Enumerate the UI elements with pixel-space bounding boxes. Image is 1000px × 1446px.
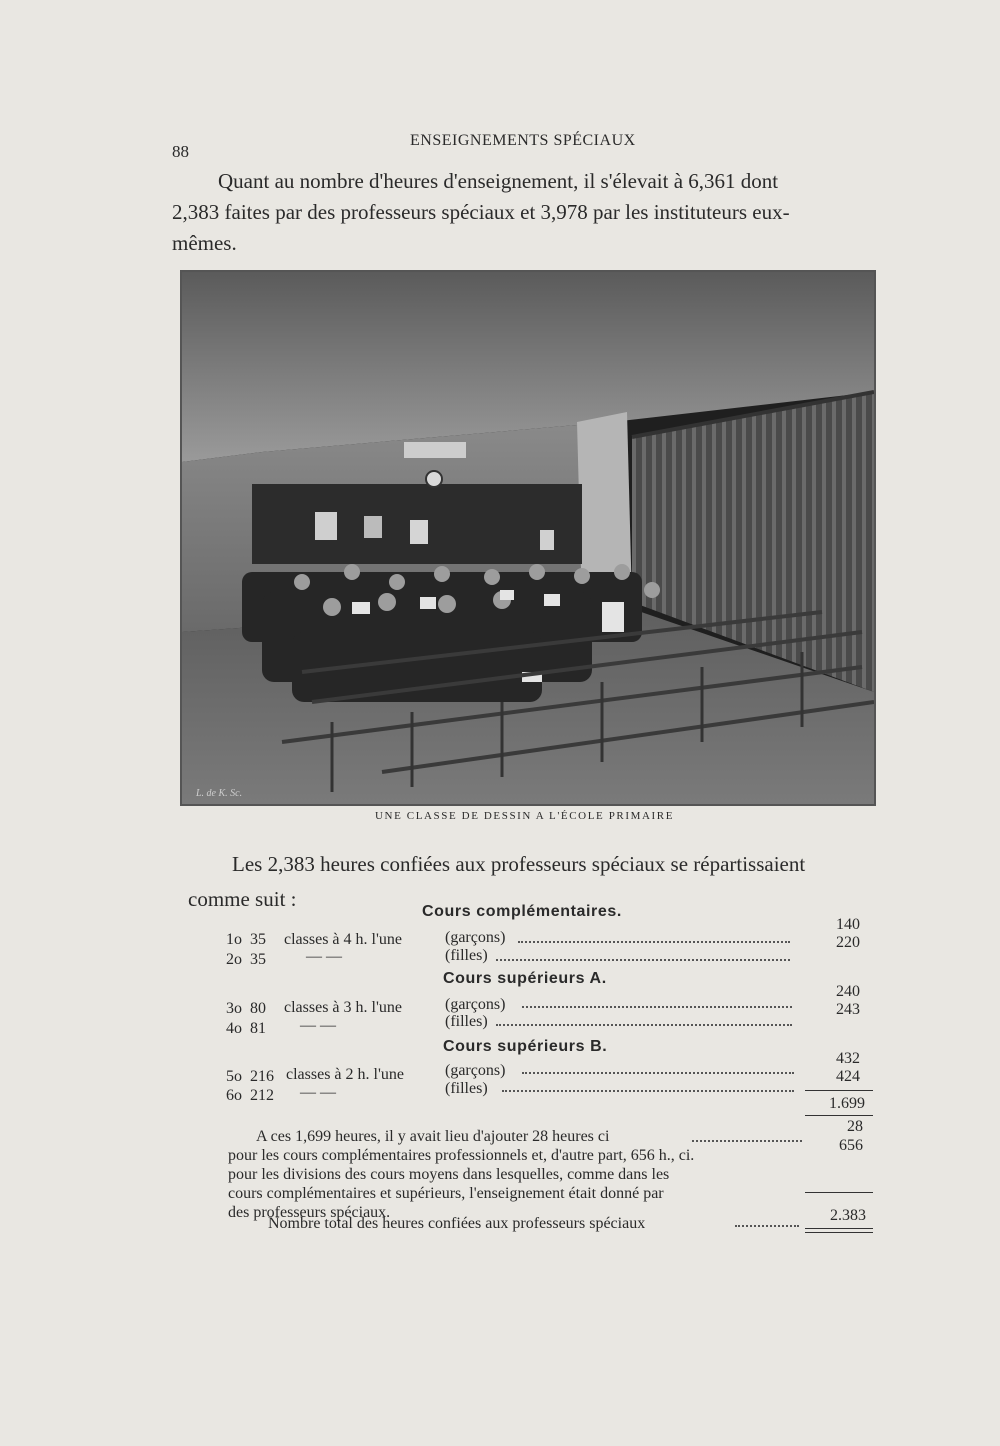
row-desc: — —: [300, 1017, 336, 1034]
section-title-1: Cours complémentaires.: [422, 903, 622, 920]
row-desc: classes à 3 h. l'une: [284, 999, 402, 1016]
row-ord: 1o: [226, 931, 242, 948]
addendum-line-1: A ces 1,699 heures, il y avait lieu d'ajouter 28 heures ci: [256, 1128, 610, 1145]
row-who: (garçons): [445, 996, 506, 1013]
addendum-value-1: 28: [847, 1118, 863, 1135]
dot-leader: [692, 1140, 802, 1142]
row-ord: 2o: [226, 951, 242, 968]
row-value: 424: [836, 1068, 860, 1085]
row-who: (garçons): [445, 1062, 506, 1079]
intro-line-1: Quant au nombre d'heures d'enseignement, il s'élevait à 6,361 dont: [218, 169, 779, 193]
total-rule: [805, 1192, 873, 1193]
dot-leader: [518, 941, 790, 943]
row-who: (garçons): [445, 929, 506, 946]
dot-leader: [496, 1024, 792, 1026]
total-underline-2: [805, 1232, 873, 1233]
classroom-photograph: [180, 270, 876, 806]
row-desc: classes à 4 h. l'une: [284, 931, 402, 948]
row-count: 80: [250, 1000, 266, 1017]
total-underline-1: [805, 1228, 873, 1229]
para2-line-2: comme suit :: [188, 887, 297, 911]
intro-line-2: 2,383 faites par des professeurs spéciaux et 3,978 par les instituteurs eux-: [172, 200, 790, 224]
addendum-line-3: pour les divisions des cours moyens dans lesquelles, comme dans les: [228, 1166, 670, 1183]
total-label: Nombre total des heures confiées aux professeurs spéciaux: [268, 1215, 646, 1232]
subtotal-value: 1.699: [829, 1095, 865, 1112]
figure-caption: UNE CLASSE DE DESSIN A L'ÉCOLE PRIMAIRE: [375, 810, 675, 822]
addendum-line-2: pour les cours complémentaires professionnels et, d'autre part, 656 h., ci.: [228, 1147, 695, 1164]
section-title-3: Cours supérieurs B.: [443, 1038, 608, 1055]
page-number: 88: [172, 142, 189, 161]
row-desc: — —: [306, 948, 342, 965]
row-value: 243: [836, 1001, 860, 1018]
dot-leader: [502, 1090, 794, 1092]
dot-leader: [522, 1072, 794, 1074]
section-title-2: Cours supérieurs A.: [443, 970, 607, 987]
row-ord: 6o: [226, 1087, 242, 1104]
addendum-value-2: 656: [839, 1137, 863, 1154]
subtotal-rule: [805, 1090, 873, 1091]
row-value: 240: [836, 983, 860, 1000]
addendum-line-5: des professeurs spéciaux.: [228, 1204, 391, 1221]
row-count: 212: [250, 1087, 274, 1104]
dot-leader: [522, 1006, 792, 1008]
row-value: 432: [836, 1050, 860, 1067]
row-count: 81: [250, 1020, 266, 1037]
row-value: 220: [836, 934, 860, 951]
row-desc: classes à 2 h. l'une: [286, 1066, 404, 1083]
row-count: 35: [250, 951, 266, 968]
dot-leader: [735, 1225, 799, 1227]
para2-line-1: Les 2,383 heures confiées aux professeurs spéciaux se répartissaient: [232, 852, 806, 876]
row-ord: 5o: [226, 1068, 242, 1085]
row-count: 216: [250, 1068, 274, 1085]
row-who: (filles): [445, 1080, 488, 1097]
running-title: ENSEIGNEMENTS SPÉCIAUX: [410, 132, 636, 149]
dot-leader: [496, 959, 790, 961]
total-value: 2.383: [830, 1207, 866, 1224]
engraver-signature: L. de K. Sc.: [196, 788, 243, 799]
row-value: 140: [836, 916, 860, 933]
row-ord: 4o: [226, 1020, 242, 1037]
intro-line-3: mêmes.: [172, 231, 237, 255]
row-who: (filles): [445, 1013, 488, 1030]
subtotal-underline: [805, 1115, 873, 1116]
row-desc: — —: [300, 1084, 336, 1101]
addendum-line-4: cours complémentaires et supérieurs, l'enseignement était donné par: [228, 1185, 664, 1202]
row-ord: 3o: [226, 1000, 242, 1017]
row-count: 35: [250, 931, 266, 948]
row-who: (filles): [445, 947, 488, 964]
